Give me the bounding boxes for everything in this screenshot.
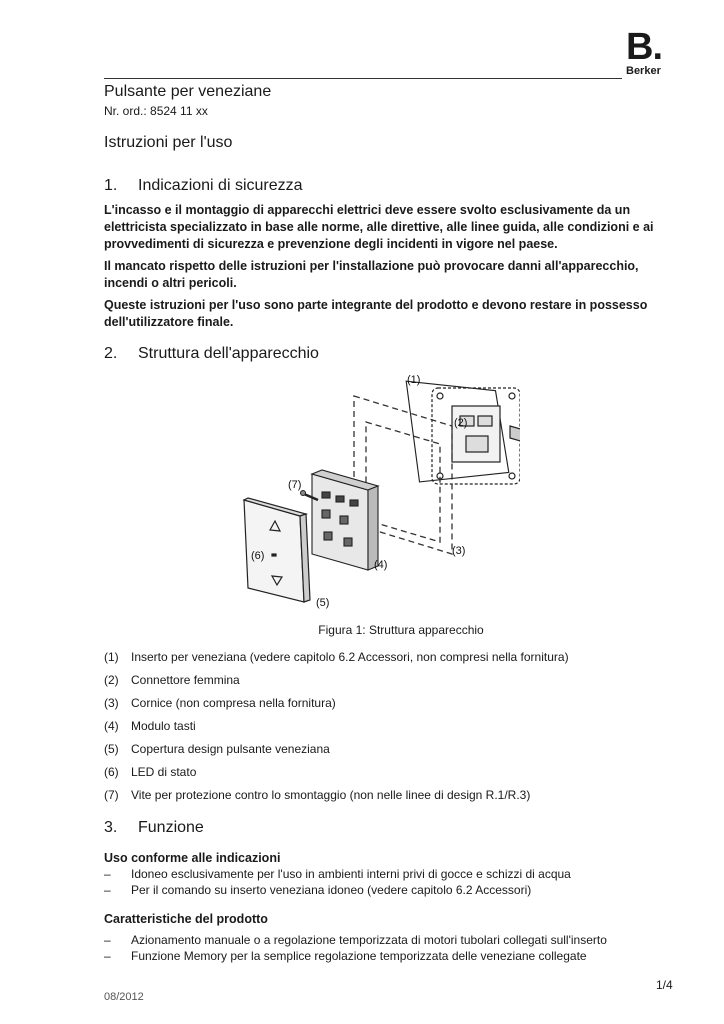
safety-paragraph: Il mancato rispetto delle istruzioni per l'installazione può provocare danni all'apparecchio, incendi o altri pericoli. [104, 259, 639, 290]
insert-illustration [406, 381, 520, 484]
legend-number: (5) [104, 742, 119, 756]
figure-label: (6) [251, 550, 265, 562]
bullet-dash: – [104, 949, 111, 963]
figure-legend [104, 650, 684, 811]
section-number: 3. [104, 819, 118, 836]
berker-logo [626, 26, 674, 77]
legend-number: (7) [104, 788, 119, 802]
legend-number: (6) [104, 765, 119, 779]
legend-item [104, 742, 684, 765]
section-number: 2. [104, 345, 118, 362]
legend-text: Modulo tasti [131, 719, 196, 733]
legend-item [104, 788, 684, 811]
document-date: 08/2012 [104, 991, 144, 1003]
legend-item [104, 673, 684, 696]
document-subtitle: Istruzioni per l'uso [104, 134, 233, 151]
figure-caption: Figura 1: Struttura apparecchio [318, 623, 484, 637]
bullet-dash: – [104, 867, 111, 881]
section-title: Indicazioni di sicurezza [138, 177, 303, 194]
key-module-illustration [312, 470, 378, 570]
subsection-heading: Uso conforme alle indicazioni [104, 851, 281, 865]
document-title: Pulsante per veneziane [104, 83, 272, 100]
section-number: 1. [104, 177, 118, 194]
legend-number: (2) [104, 673, 119, 687]
section-2-heading [104, 345, 319, 363]
safety-paragraph: Queste istruzioni per l'uso sono parte integrante del prodotto e devono restare in possesso dell'utilizzatore finale. [104, 298, 648, 329]
header-rule [104, 78, 622, 79]
legend-item [104, 765, 684, 788]
figure-label: (5) [316, 597, 330, 609]
figure-label: (1) [407, 374, 421, 386]
legend-text: LED di stato [131, 765, 197, 779]
bullet-dash: – [104, 883, 111, 897]
legend-text: Cornice (non compresa nella fornitura) [131, 696, 336, 710]
section-title: Funzione [138, 819, 204, 836]
logo-name: Berker [626, 65, 661, 77]
legend-text: Connettore femmina [131, 673, 240, 687]
bullet-text: Azionamento manuale o a regolazione temporizzata di motori tubolari collegati sull'inserto [131, 933, 607, 947]
legend-item [104, 696, 684, 719]
legend-number: (4) [104, 719, 119, 733]
section-1-heading [104, 177, 303, 195]
legend-number: (3) [104, 696, 119, 710]
order-number: Nr. ord.: 8524 11 xx [104, 104, 208, 118]
logo-letter: B. [626, 26, 662, 68]
section-3-heading [104, 819, 204, 837]
bullet-text: Funzione Memory per la semplice regolazione temporizzata delle veneziane collegate [131, 949, 587, 963]
bullet-dash: – [104, 933, 111, 947]
figure-label: (7) [288, 479, 302, 491]
subsection-heading: Caratteristiche del prodotto [104, 912, 268, 926]
section-title: Struttura dell'apparecchio [138, 345, 319, 362]
page-number: 1/4 [656, 978, 673, 992]
legend-number: (1) [104, 650, 119, 664]
figure-label: (2) [454, 417, 468, 429]
device-structure-figure [230, 366, 520, 616]
legend-text: Vite per protezione contro lo smontaggio (non nelle linee di design R.1/R.3) [131, 788, 531, 802]
figure-label: (3) [452, 545, 466, 557]
safety-paragraph: L'incasso e il montaggio di apparecchi elettrici deve essere svolto esclusivamente da un elettricista specializzato in base alle norme, alle direttive, alle linee guida, alle condizioni e ai provvedimenti di sicurezza e prevenzione degli incidenti in vigore nel paese. [104, 203, 654, 251]
bullet-text: Idoneo esclusivamente per l'uso in ambienti interni privi di gocce e schizzi di acqua [131, 867, 571, 881]
legend-text: Inserto per veneziana (vedere capitolo 6.2 Accessori, non compresi nella fornitura) [131, 650, 569, 664]
legend-text: Copertura design pulsante veneziana [131, 742, 330, 756]
figure-label: (4) [374, 559, 388, 571]
legend-item [104, 719, 684, 742]
legend-item [104, 650, 684, 673]
bullet-text: Per il comando su inserto veneziana idoneo (vedere capitolo 6.2 Accessori) [131, 883, 532, 897]
